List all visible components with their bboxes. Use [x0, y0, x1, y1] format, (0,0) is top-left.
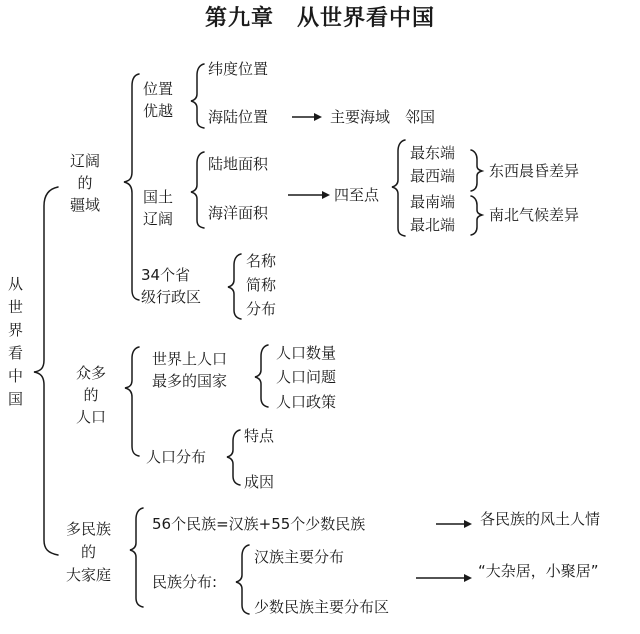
provinces-label: 34个省 级行政区	[141, 266, 202, 306]
location-bracket	[191, 64, 204, 128]
pop-distribution-bracket	[227, 430, 240, 485]
largest-label: 世界上人口 最多的国家	[152, 350, 228, 390]
south-north-bracket	[471, 196, 482, 235]
ethnic-distribution-bracket	[236, 545, 249, 614]
territory-label: 辽阔 的 疆域	[70, 152, 101, 214]
extremes-bracket	[392, 140, 405, 236]
ethnic-groups-result: 各民族的风土人情	[480, 510, 601, 528]
south-node: 最南端	[410, 193, 456, 211]
pop-causes-node: 成因	[244, 473, 275, 491]
ethnic-bracket	[130, 508, 143, 607]
land-sea-node: 海陆位置	[208, 108, 269, 126]
sea-area-node: 海洋面积	[208, 204, 269, 222]
land-sea-result: 主要海域 邻国	[330, 108, 436, 126]
ethnic-distribution-label: 民族分布:	[152, 573, 218, 591]
root-bracket	[34, 187, 58, 555]
population-bracket	[125, 347, 139, 456]
land-label: 国土 辽阔	[143, 188, 174, 228]
minority-distribution-node: 少数民族主要分布区	[254, 598, 390, 616]
land-bracket	[191, 152, 204, 228]
north-node: 最北端	[410, 216, 456, 234]
east-west-bracket	[471, 150, 482, 191]
ns-result: 南北气候差异	[489, 206, 580, 224]
pop-distribution-label: 人口分布	[146, 448, 207, 466]
pop-policy-node: 人口政策	[276, 393, 337, 411]
pop-features-node: 特点	[244, 427, 275, 445]
largest-bracket	[255, 345, 268, 407]
extremes-node: 四至点	[334, 186, 380, 204]
latitude-node: 纬度位置	[208, 60, 269, 78]
location-label: 位置 优越	[143, 80, 174, 120]
land-area-node: 陆地面积	[208, 155, 269, 173]
population-label: 众多 的 人口	[76, 364, 107, 426]
province-abbr-node: 简称	[246, 276, 277, 294]
ethnic-groups-node: 56个民族=汉族+55个少数民族	[152, 515, 366, 533]
ethnic-label: 多民族 的 大家庭	[66, 520, 112, 584]
province-name-node: 名称	[246, 252, 277, 270]
ethnic-distribution-result: “大杂居，小聚居”	[478, 562, 599, 580]
ew-result: 东西晨昏差异	[489, 162, 580, 180]
territory-bracket	[124, 74, 139, 300]
pop-problem-node: 人口问题	[276, 368, 337, 386]
han-distribution-node: 汉族主要分布	[254, 548, 345, 566]
root-label: 从 世 界 看 中 国	[8, 275, 24, 408]
west-node: 最西端	[410, 167, 456, 185]
pop-count-node: 人口数量	[276, 344, 337, 362]
province-distribution-node: 分布	[246, 300, 277, 318]
east-node: 最东端	[410, 144, 456, 162]
page-title: 第九章 从世界看中国	[204, 6, 435, 31]
provinces-bracket	[228, 254, 241, 319]
